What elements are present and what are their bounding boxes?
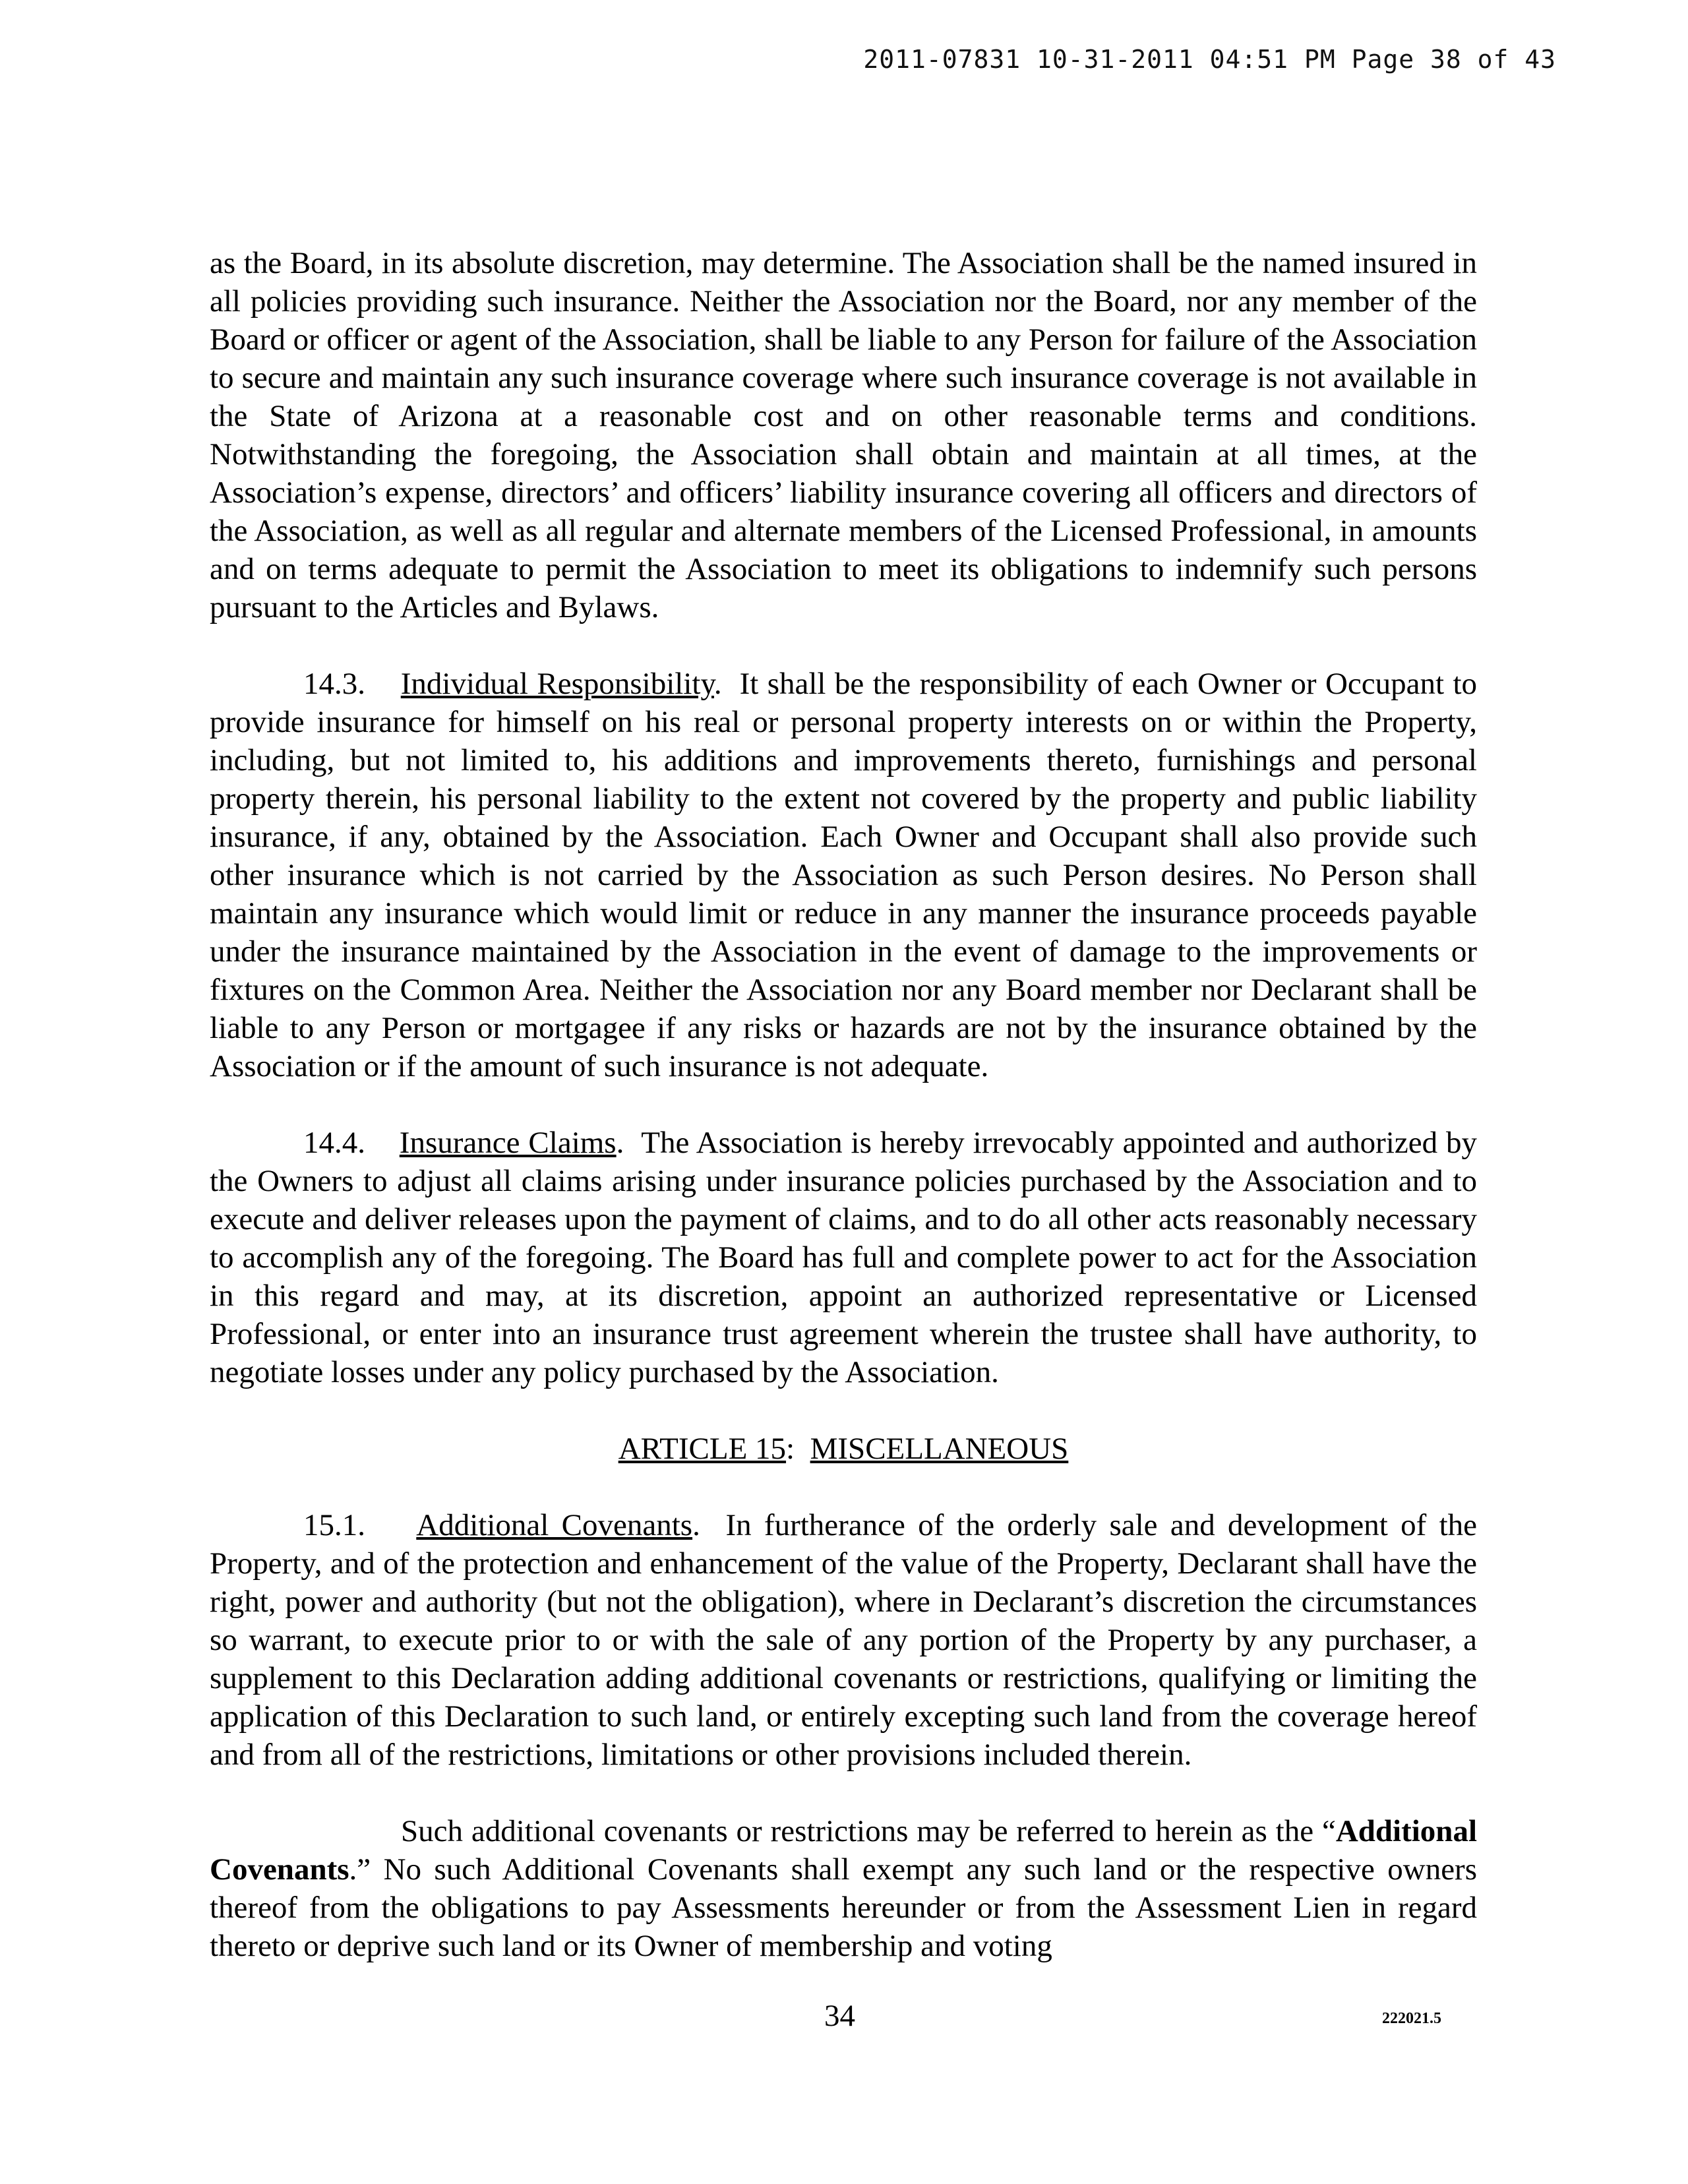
section-text: The Association is hereby irrevocably appointed and authorized by the Owners to adjust all claims arising under insurance policies purchased by the Association and to execute and deliver releases upon the payment of claims, and to do all other acts reasonably necessary to accomplish any of the foregoing. The Board has full and complete power to act for the Association in this regard and may, at its discretion, appoint an authorized representative or Licensed Professional, or enter into an insurance trust agreement wherein the trustee shall have authority, to negotiate losses under any policy purchased by the Association. bbox=[210, 1126, 1478, 1389]
recording-stamp: 2011-07831 10-31-2011 04:51 PM Page 38 of 43 bbox=[863, 45, 1556, 74]
article-title: MISCELLANEOUS bbox=[810, 1432, 1069, 1466]
section-title: Individual Responsibility bbox=[400, 667, 714, 701]
section-number: 14.4. bbox=[303, 1126, 365, 1160]
section-text: It shall be the responsibility of each Owner or Occupant to provide insurance for himself on his real or personal property interests on or within the Property, including, but not limited to, his additions and improvements thereto, furnishings and personal property therein, his personal liability to the extent not covered by the property and public liability insurance, if any, obtained by the Association. Each Owner and Occupant shall also provide such other insurance which is not carried by the Association as such Person desires. No Person shall maintain any insurance which would limit or reduce in any manner the insurance proceeds payable under the insurance maintained by the Association in the event of damage to the improvements or fixtures on the Common Area. Neither the Association nor any Board member nor Declarant shall be liable to any Person or mortgagee if any risks or hazards are not by the insurance obtained by the Association or if the amount of such insurance is not adequate. bbox=[210, 667, 1478, 1083]
text-after-term: .” No such Additional Covenants shall exempt any such land or the respective owners thereof from the obligations to pay Assessments hereunder or from the Assessment Lien in regard thereto or deprive such land or its Owner of membership and voting bbox=[210, 1852, 1477, 1963]
article-heading: ARTICLE 15: MISCELLANEOUS bbox=[618, 1432, 1069, 1466]
section-15-1: 15.1. Additional Covenants. In furtherance of the orderly sale and development of the Property, and of the protection and enhancement of the value of the Property, Declarant shall have the right, power and authority (but not the obligation), where in Declarant’s discretion the circumstances so warrant, to execute prior to or with the sale of any portion of the Property by any purchaser, a supplement to this Declaration adding additional covenants or restrictions, qualifying or limiting the application of this Declaration to such land, or entirely excepting such land from the coverage hereof and from all of the restrictions, limitations or other provisions included therein. bbox=[210, 1508, 1477, 1772]
section-title: Additional Covenants bbox=[416, 1508, 693, 1542]
defined-term: Additional Covenants bbox=[210, 1814, 1477, 1887]
section-title: Insurance Claims bbox=[399, 1126, 617, 1160]
text-before-term: Such additional covenants or restrictions may be referred to herein as the “ bbox=[401, 1814, 1336, 1848]
page-number: 34 bbox=[824, 1999, 855, 2033]
paragraph-additional-covenants bbox=[210, 1812, 1477, 1965]
section-number: 14.3. bbox=[303, 667, 365, 701]
section-14-3: 14.3. Individual Responsibility. It shall be the responsibility of each Owner or Occupant to provide insurance for himself on his real or personal property interests on or within the Property, including, but not limited to, his additions and improvements thereto, furnishings and personal property therein, his personal liability to the extent not covered by the property and public liability insurance, if any, obtained by the Association. Each Owner and Occupant shall also provide such other insurance which is not carried by the Association as such Person desires. No Person shall maintain any insurance which would limit or reduce in any manner the insurance proceeds payable under the insurance maintained by the Association in the event of damage to the improvements or fixtures on the Common Area. Neither the Association nor any Board member nor Declarant shall be liable to any Person or mortgagee if any risks or hazards are not by the insurance obtained by the Association or if the amount of such insurance is not adequate. bbox=[210, 667, 1478, 1083]
section-text: In furtherance of the orderly sale and development of the Property, and of the protection and enhancement of the value of the Property, Declarant shall have the right, power and authority (but not the obligation), where in Declarant’s discretion the circumstances so warrant, to execute prior to or with the sale of any portion of the Property by any purchaser, a supplement to this Declaration adding additional covenants or restrictions, qualifying or limiting the application of this Declaration to such land, or entirely excepting such land from the coverage hereof and from all of the restrictions, limitations or other provisions included therein. bbox=[210, 1508, 1477, 1772]
section-number: 15.1. bbox=[303, 1508, 365, 1542]
article-label: ARTICLE 15 bbox=[618, 1432, 787, 1466]
section-14-4: 14.4. Insurance Claims. The Association is hereby irrevocably appointed and authorized by the Owners to adjust all claims arising under insurance policies purchased by the Association and to execute and deliver releases upon the payment of claims, and to do all other acts reasonably necessary to accomplish any of the foregoing. The Board has full and complete power to act for the Association in this regard and may, at its discretion, appoint an authorized representative or Licensed Professional, or enter into an insurance trust agreement wherein the trustee shall have authority, to negotiate losses under any policy purchased by the Association. bbox=[210, 1126, 1478, 1389]
document-code: 222021.5 bbox=[1382, 2010, 1441, 2027]
paragraph-continuation: as the Board, in its absolute discretion, may determine. The Association shall be the named insured in all policies providing such insurance. Neither the Association nor the Board, nor any member of the Board or officer or agent of the Association, shall be liable to any Person for failure of the Association to secure and maintain any such insurance coverage where such insurance coverage is not available in the State of Arizona at a reasonable cost and on other reasonable terms and conditions. Notwithstanding the foregoing, the Association shall obtain and maintain at all times, at the Association’s expense, directors’ and officers’ liability insurance covering all officers and directors of the Association, as well as all regular and alternate members of the Licensed Professional, in amounts and on terms adequate to permit the Association to meet its obligations to indemnify such persons pursuant to the Articles and Bylaws. bbox=[210, 246, 1477, 624]
document-body bbox=[210, 244, 1477, 2003]
